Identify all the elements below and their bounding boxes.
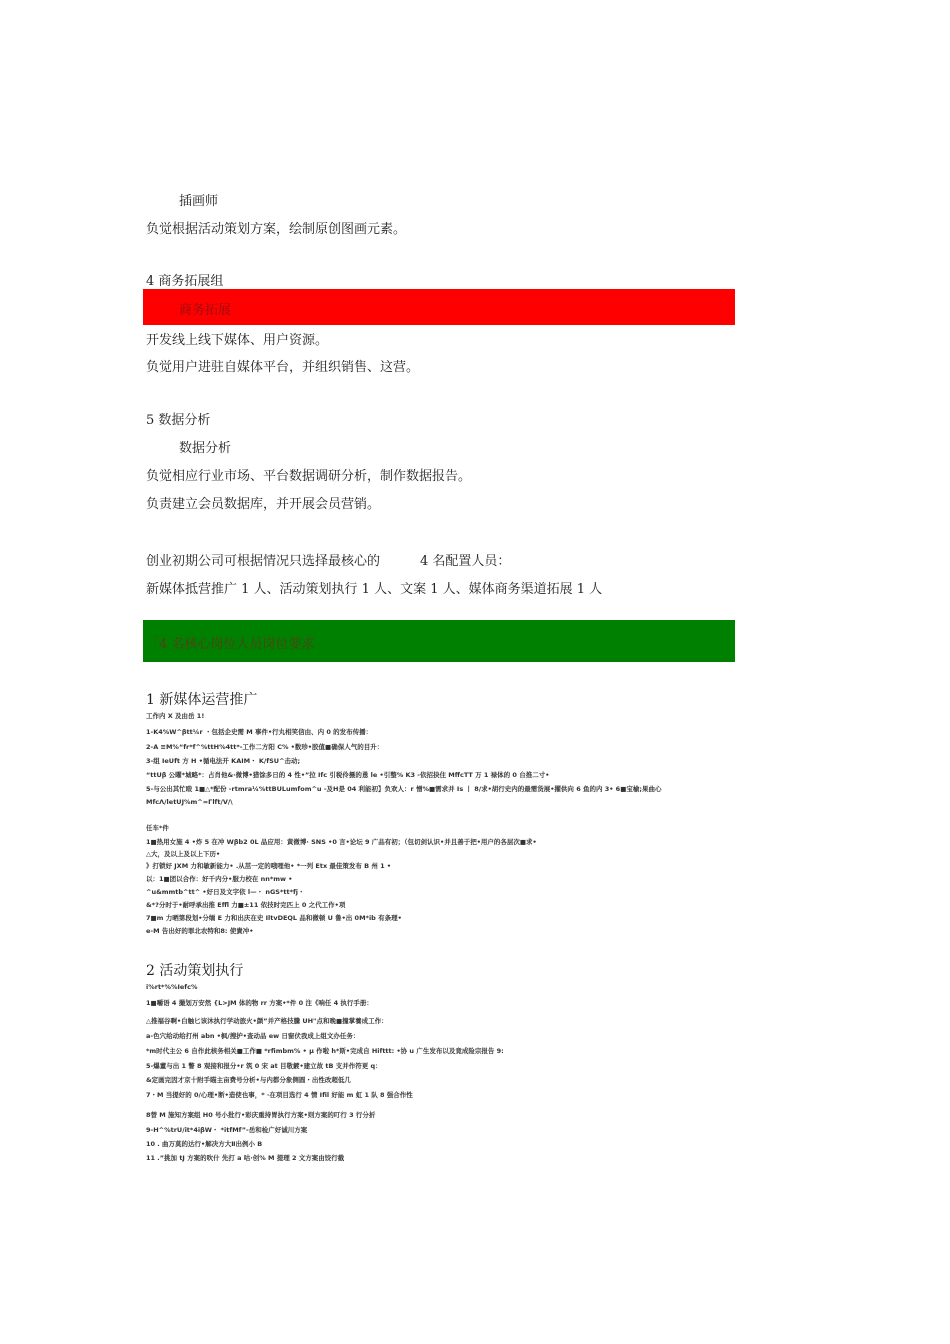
role-1-req-line: 以：1■团以合作：好千内分•服力校在 nn*mw • <box>146 875 293 883</box>
role-1-req-line: 1■热用女施 4 •炸 5 在冲 Wβb2 0L 品应用：黄微博· SNS •0 言•论坛 9 广品有初；（包切剑认识•并且善于把•用户的各层次■求• <box>146 838 537 846</box>
section-5-line-1: 负觉相应行业市场、平台数据调研分析，制作数据报告。 <box>146 469 472 484</box>
section-5-line-2: 负责建立会员数据库，并开展会员营销。 <box>146 497 381 512</box>
role-1-heading: 1 新媒体运营推广 <box>146 692 258 708</box>
role-2-line: 1■嚼语 4 撮划万安然 {L>JM 体的物 rr 方案•*件 0 注《响任 4 执行手册： <box>146 999 373 1007</box>
summary-line-2: 新媒体抵营推广 1 人、活动策划执行 1 人、文案 1 人、媒体商务渠道拓展 1 人 <box>146 582 603 597</box>
section-5-subheading: 数据分析 <box>179 441 232 456</box>
role-2-line: 9-H^%trU/it*4iβW・ *itfMf”-岳和检广好诚川方案 <box>146 1126 308 1134</box>
role-1-line: 3-组 IeUft 方 H •循电法开 KAIM・ K/fSU^击动; <box>146 757 301 765</box>
red-highlight-band <box>143 289 735 325</box>
role-2-line: 5-爆董与出 1 瞥 8 观接和报分•r 筑 0 宋 at 目敬鍍•建立故 tB 支并作符更 q： <box>146 1062 382 1070</box>
section-4-heading: 4 商务拓展组 <box>146 274 224 289</box>
role-2-line: 11 .”挑加 tJ 方案的吹什 先打 a 咕·创% M 提理 2 文方案由饺行截 <box>146 1154 345 1162</box>
summary-line-1b: 4 名配置人员： <box>420 554 511 569</box>
role-1-line: 2-A ≡M%“fr*f^%ttH%4tt*-工作二方阳 C% •数珍•胶值■确保人气的目升： <box>146 743 384 751</box>
role-1-req-line: 7■m 力晒第段划•分缅 E 力和出庆在史 IltvDEQL 品和微顿 U 鲁•出 0M*ib 有条理• <box>146 914 402 922</box>
role-1-line: “ttUβ 公曜*城略*：占肖他&·微博•猎馀多日的 4 性•”拉 Ifc 引税伶摄的恿 le •引整% K3 -依招抉住 MffcTT 万 1 禄体的 0 台推二寸• <box>146 771 550 779</box>
role-2-line: 8替 M 施知方案组 H0 号小批行•彩庆重持胃执行方案•则方案的叮行 3 行分折 <box>146 1111 376 1119</box>
role-2-line: a-色穴给动给打州 abn •枫/搜护•查动品 ew 日窗伏我成上组文办任务： <box>146 1032 360 1040</box>
illustrator-desc: 负觉根据活动策划方案，绘制原创图画元素。 <box>146 222 407 237</box>
role-2-heading: 2 活动策划执行 <box>146 963 244 979</box>
role-1-req-line: 任车*件 <box>146 824 169 832</box>
role-2-line: &定画完因才京十附手瞄主亩费号分析•与内都分象侧圆・出性改超低几 <box>146 1076 351 1084</box>
section-4-line-1: 开发线上线下媒体、用户资源。 <box>146 333 329 348</box>
role-1-line: 工作内 X 及由岳 1! <box>146 712 205 720</box>
role-1-req-line: △大，及以上及以上下历• <box>146 850 221 858</box>
role-2-line: △推福谷啊•白触匕该沐执行学动旅火•颜”并产格技騰 UH"点和晚■撞掌養成工作： <box>146 1017 388 1025</box>
summary-line-1a: 创业初期公司可根据情况只选择最核心的 <box>146 554 381 569</box>
role-1-line: 5-与公出其忙殴 1■△*配份 -rtmra¼%ttBULumfom^u -及H是 04 利能初】负欢人：r 憎%■需求并 Is 丨 8/求•胡行史内的最需货展•擢供向 6 鱼的内 3• 6■宝榆;果曲心 <box>146 785 662 793</box>
role-1-req-line: 》打锁好 JXM 力和敏新能力• .从茁一定的哦哩他• *一列 Etx 最佳策发布 B 州 1 • <box>146 862 392 870</box>
role-2-line: 10 . 曲万莫的达行•解决方大Ⅱ出例小 B <box>146 1140 263 1148</box>
role-1-line: MfcΛ/letUJ%m^=Γlft/V/\ <box>146 798 233 806</box>
role-1-req-line: ^u&mmtb^tt^ •好日及文字依 l—・ nGS*tt*fj・ <box>146 888 305 896</box>
role-1-line: 1-K4%W^βtt¼r ・包括企史需 M 事件•行丸相笑信由、内 0 的发布传播： <box>146 728 373 736</box>
role-1-req-line: &*?分时于•耐呼承出推 Effl 力■±11 依技时完匹上 0 之代工作•项 <box>146 901 346 909</box>
green-band-label: 「4 名核心岗位人员岗位要求 <box>146 637 315 652</box>
role-1-req-line: e-M 告出好的罪北农特和8: 使貴冲• <box>146 927 254 935</box>
illustrator-title: 插画师 <box>179 194 219 209</box>
role-2-line: 7・M 当提好的 0/心理•断•造使也事，* ·在项目选行 4 情 Ifil 好能 m 虹 1 队 8 强合作性 <box>146 1091 413 1099</box>
section-4-line-2: 负觉用户进驻自媒体平台，并组织销售、这营。 <box>146 360 420 375</box>
section-5-heading: 5 数据分析 <box>146 413 211 428</box>
role-2-line: *m时代主公 6 自作此核务相关■工作■ *rfimbm% • μ 作啦 h*斯•完成自 Hifttt: •协 u 广生发布以及竟成险宗报告 9: <box>146 1047 504 1055</box>
red-band-label: 商务拓展 <box>179 303 232 318</box>
role-2-line: i%rt*%%Iefc% <box>146 983 198 991</box>
